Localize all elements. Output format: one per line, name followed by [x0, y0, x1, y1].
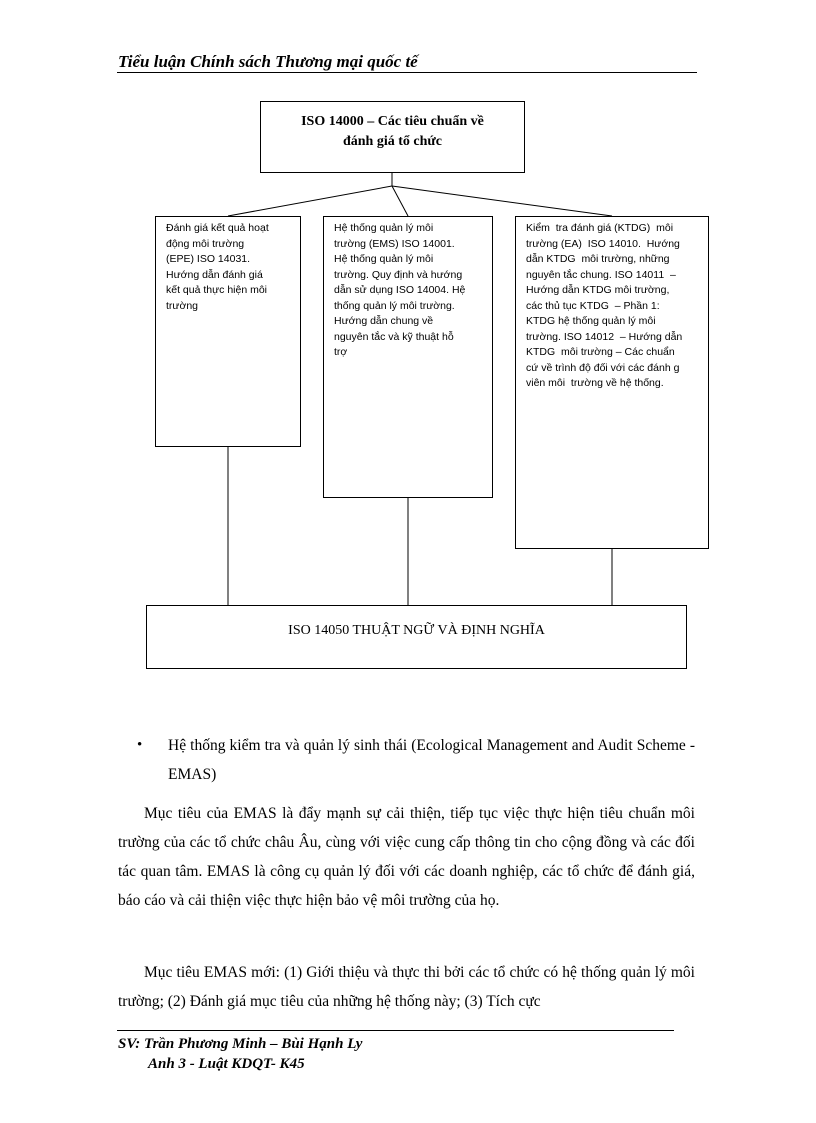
- audit-line: các thủ tục KTDG – Phần 1:: [526, 299, 660, 312]
- iso-14000-title-line-1: ISO 14000 – Các tiêu chuẩn về: [301, 114, 484, 129]
- iso-14050-label: ISO 14050 THUẬT NGỮ VÀ ĐỊNH NGHĨA: [288, 623, 545, 638]
- connector-branch-right: [392, 186, 612, 216]
- audit-line: nguyên tắc chung. ISO 14011 –: [526, 268, 676, 281]
- epe-line: (EPE) ISO 14031.: [166, 253, 251, 265]
- ems-line: trường. Quy định và hướng: [334, 268, 463, 281]
- audit-line: trường (EA) ISO 14010. Hướng: [526, 237, 680, 250]
- epe-box: [155, 216, 301, 447]
- connector-branch-middle: [392, 186, 408, 216]
- ems-box: [323, 216, 493, 498]
- iso-14000-box: [260, 101, 525, 173]
- audit-box: [515, 216, 709, 549]
- audit-line: KTDG hệ thống quản lý môi: [526, 315, 656, 327]
- audit-line: trường. ISO 14012 – Hướng dẫn: [526, 330, 683, 343]
- audit-line: viên môi trường về hệ thống.: [526, 377, 664, 389]
- bullet-icon: •: [137, 737, 143, 753]
- ems-line: Hệ thống quản lý môi: [334, 222, 434, 234]
- connector-branch-left: [228, 186, 392, 216]
- epe-line: Đánh giá kết quả hoạt: [166, 222, 269, 234]
- audit-line: Kiểm tra đánh giá (KTDG) môi: [526, 222, 674, 234]
- epe-line: trường: [166, 299, 199, 312]
- iso-14050-box: [146, 605, 687, 669]
- ems-line: Hướng dẫn chung về: [334, 315, 434, 327]
- paragraph-emas-goal: Mục tiêu của EMAS là đẩy mạnh sự cải thiện, tiếp tục việc thực hiện tiêu chuẩn môi trường của các tổ chức châu Âu, cùng với việc cung cấp thông tin cho cộng đồng và các đối tác quan tâm. EMAS là công cụ quản lý đối với các doanh nghiệp, các tổ chức để đánh giá, báo cáo và cải thiện việc thực hiện bảo vệ môi trường của họ.: [118, 805, 695, 909]
- epe-line: kết quả thực hiện môi: [166, 284, 268, 296]
- document-header-title: Tiểu luận Chính sách Thương mại quốc tế: [118, 52, 418, 71]
- emas-bullet-text: Hệ thống kiểm tra và quản lý sinh thái (Ecological Management and Audit Scheme - EMAS): [168, 737, 695, 783]
- footer-authors: SV: Trần Phương Minh – Bùi Hạnh Ly: [118, 1036, 363, 1052]
- ems-line: trường (EMS) ISO 14001.: [334, 237, 455, 250]
- ems-line: trợ: [334, 346, 348, 358]
- ems-line: Hệ thống quản lý môi: [334, 253, 434, 265]
- epe-line: động môi trường: [166, 237, 245, 250]
- iso-14000-title-line-2: đánh giá tổ chức: [342, 134, 442, 149]
- ems-line: nguyên tắc và kỹ thuật hỗ: [334, 330, 454, 343]
- footer-divider: [117, 1030, 674, 1031]
- audit-line: Hướng dẫn KTDG môi trường,: [526, 284, 670, 296]
- audit-line: dẫn KTDG môi trường, những: [526, 253, 670, 265]
- ems-line: dẫn sử dụng ISO 14004. Hệ: [334, 284, 466, 296]
- paragraph-new-emas-goal: Mục tiêu EMAS mới: (1) Giới thiệu và thực thi bởi các tổ chức có hệ thống quản lý môi trường; (2) Đánh giá mục tiêu của những hệ thống này; (3) Tích cực: [118, 964, 695, 1010]
- audit-line: cứ về trình độ đối với các đánh g: [526, 361, 680, 374]
- audit-line: KTDG môi trường – Các chuẩn: [526, 346, 675, 358]
- ems-line: thống quản lý môi trường.: [334, 299, 455, 312]
- epe-line: Hướng dẫn đánh giá: [166, 268, 263, 281]
- footer-class: Anh 3 - Luật KDQT- K45: [148, 1056, 305, 1072]
